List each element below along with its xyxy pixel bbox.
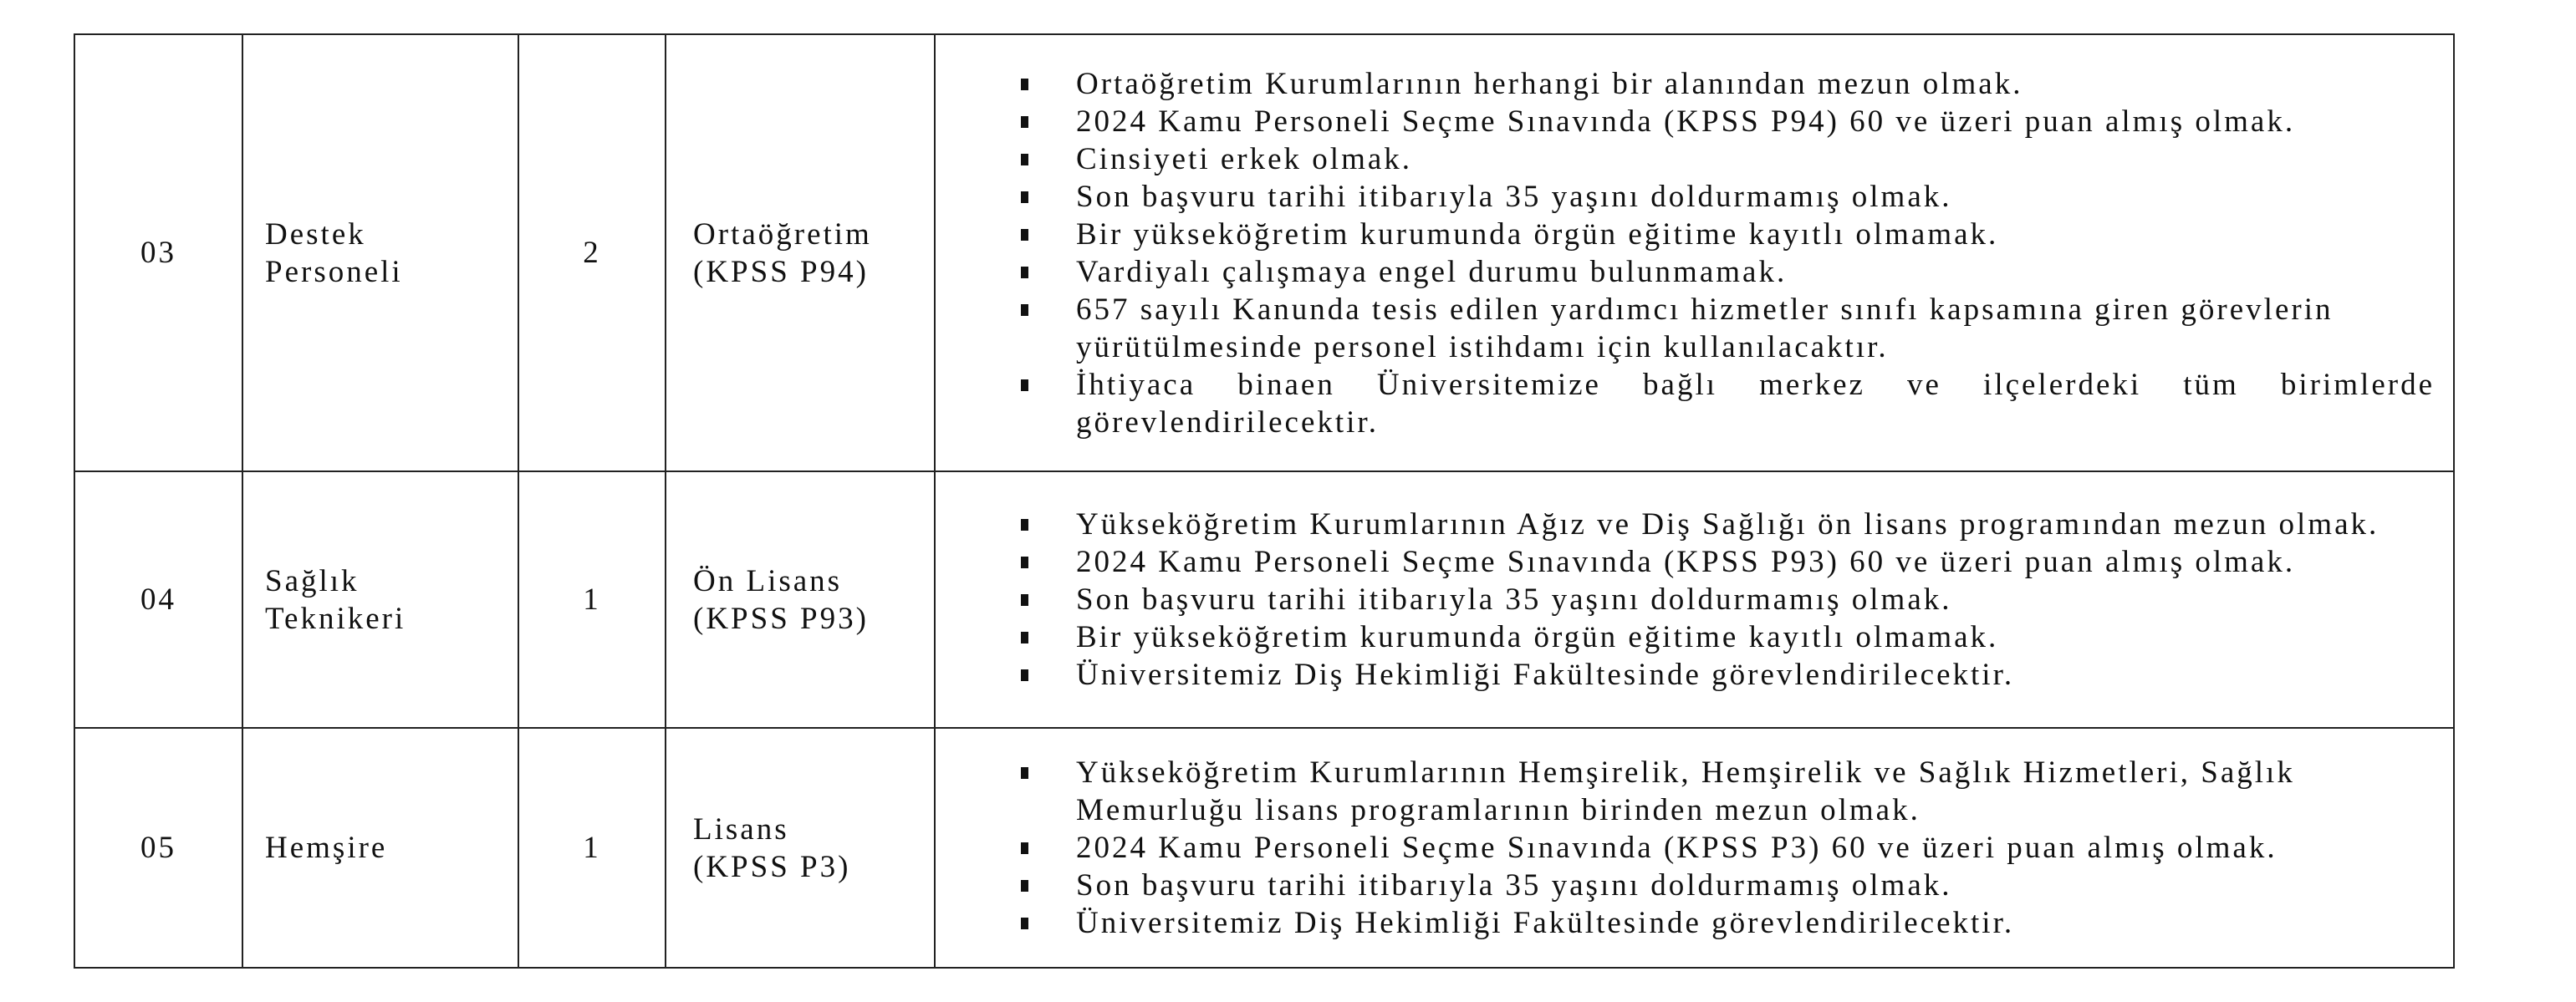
requirement-item [936, 506, 2435, 543]
square-bullet-icon [1021, 880, 1028, 892]
position-title-cell [242, 471, 518, 728]
position-count-cell [518, 728, 666, 968]
square-bullet-icon [1021, 79, 1028, 90]
requirement-text: Son başvuru tarihi itibarıyla 35 yaşını doldurmamış olmak. [1076, 582, 1952, 617]
square-bullet-icon [1021, 519, 1028, 531]
position-title-line: Sağlık [265, 563, 360, 598]
square-bullet-icon [1021, 379, 1028, 391]
requirement-text: Ortaöğretim Kurumlarının herhangi bir alanından mezun olmak. [1076, 66, 2023, 101]
requirement-text: Bir yükseköğretim kurumunda örgün eğitime kayıtlı olmamak. [1076, 620, 1999, 654]
position-code: 04 [140, 582, 176, 617]
square-bullet-icon [1021, 632, 1028, 643]
requirement-text: Yükseköğretim Kurumlarının Ağız ve Diş Sağlığı ön lisans programından mezun olmak. [1076, 507, 2380, 542]
square-bullet-icon [1021, 594, 1028, 606]
square-bullet-icon [1021, 116, 1028, 128]
education-level-line: (KPSS P94) [693, 254, 869, 289]
position-title-line: Destek [265, 216, 366, 252]
requirements-cell [935, 34, 2454, 471]
position-title-line: Teknikeri [265, 601, 406, 636]
requirement-text: Cinsiyeti erkek olmak. [1076, 141, 1413, 176]
requirement-text: Son başvuru tarihi itibarıyla 35 yaşını doldurmamış olmak. [1076, 179, 1952, 214]
requirements-list [936, 65, 2435, 441]
requirements-list [936, 506, 2435, 694]
education-level-cell [666, 34, 935, 471]
requirement-item [936, 618, 2435, 656]
education-level-line: (KPSS P3) [693, 849, 851, 884]
requirement-item [936, 366, 2435, 441]
requirement-item [936, 291, 2435, 366]
requirement-item [936, 65, 2435, 103]
position-code: 03 [140, 236, 176, 270]
education-level-line: Ortaöğretim [693, 216, 872, 252]
education-level-line: Lisans [693, 811, 789, 847]
square-bullet-icon [1021, 842, 1028, 854]
requirement-item [936, 543, 2435, 581]
position-code: 05 [140, 831, 176, 865]
square-bullet-icon [1021, 304, 1028, 316]
requirement-item [936, 140, 2435, 178]
position-count-cell [518, 34, 666, 471]
position-title-cell [242, 728, 518, 968]
requirement-item [936, 178, 2435, 216]
requirement-item [936, 904, 2435, 942]
requirement-text: 2024 Kamu Personeli Seçme Sınavında (KPSS P93) 60 ve üzeri puan almış olmak. [1076, 545, 2296, 579]
position-count: 1 [583, 831, 601, 865]
square-bullet-icon [1021, 154, 1028, 165]
education-level-cell [666, 471, 935, 728]
square-bullet-icon [1021, 767, 1028, 779]
requirement-item [936, 754, 2435, 829]
requirement-text: Üniversitemiz Diş Hekimliği Fakültesinde görevlendirilecektir. [1076, 658, 2015, 692]
requirement-text: Son başvuru tarihi itibarıyla 35 yaşını doldurmamış olmak. [1076, 868, 1952, 903]
table-row [74, 471, 2454, 728]
requirement-text: Yükseköğretim Kurumlarının Hemşirelik, Hemşirelik ve Sağlık Hizmetleri, Sağlık Memurluğu lisans programlarının birinden mezun olmak. [1076, 755, 2295, 827]
square-bullet-icon [1021, 669, 1028, 681]
requirements-cell [935, 728, 2454, 968]
requirement-text: Üniversitemiz Diş Hekimliği Fakültesinde görevlendirilecektir. [1076, 906, 2015, 940]
requirement-item [936, 581, 2435, 618]
requirement-item [936, 656, 2435, 694]
requirements-list [936, 754, 2435, 942]
requirement-text: Vardiyalı çalışmaya engel durumu bulunmamak. [1076, 254, 1788, 289]
position-count: 1 [583, 582, 601, 617]
requirement-item [936, 829, 2435, 867]
position-count: 2 [583, 236, 601, 270]
requirement-text: 2024 Kamu Personeli Seçme Sınavında (KPSS P94) 60 ve üzeri puan almış olmak. [1076, 104, 2296, 139]
requirements-cell [935, 471, 2454, 728]
requirement-item [936, 253, 2435, 291]
requirement-text: 2024 Kamu Personeli Seçme Sınavında (KPSS P3) 60 ve üzeri puan almış olmak. [1076, 831, 2278, 865]
square-bullet-icon [1021, 918, 1028, 929]
requirement-item [936, 216, 2435, 253]
table-row [74, 728, 2454, 968]
position-code-cell [74, 728, 242, 968]
positions-table-body [74, 34, 2454, 968]
square-bullet-icon [1021, 191, 1028, 203]
education-level-cell [666, 728, 935, 968]
position-code-cell [74, 471, 242, 728]
position-count-cell [518, 471, 666, 728]
position-title-line: Personeli [265, 254, 403, 289]
requirement-text: İhtiyaca binaen Üniversitemize bağlı merkez ve ilçelerdeki tüm birimlerde görevlendirilecektir. [1076, 367, 2435, 440]
position-code-cell [74, 34, 242, 471]
positions-table [74, 33, 2455, 969]
requirement-item [936, 867, 2435, 904]
square-bullet-icon [1021, 267, 1028, 278]
square-bullet-icon [1021, 557, 1028, 568]
square-bullet-icon [1021, 229, 1028, 241]
table-row [74, 34, 2454, 471]
position-title-line: Hemşire [265, 831, 388, 865]
requirement-text: Bir yükseköğretim kurumunda örgün eğitime kayıtlı olmamak. [1076, 216, 1999, 252]
education-level-line: (KPSS P93) [693, 601, 869, 636]
education-level-line: Ön Lisans [693, 563, 843, 598]
position-title-cell [242, 34, 518, 471]
requirement-text: 657 sayılı Kanunda tesis edilen yardımcı hizmetler sınıfı kapsamına giren görevlerin yürütülmesinde personel istihdamı için kullanılacaktır. [1076, 292, 2334, 364]
requirement-item [936, 103, 2435, 140]
